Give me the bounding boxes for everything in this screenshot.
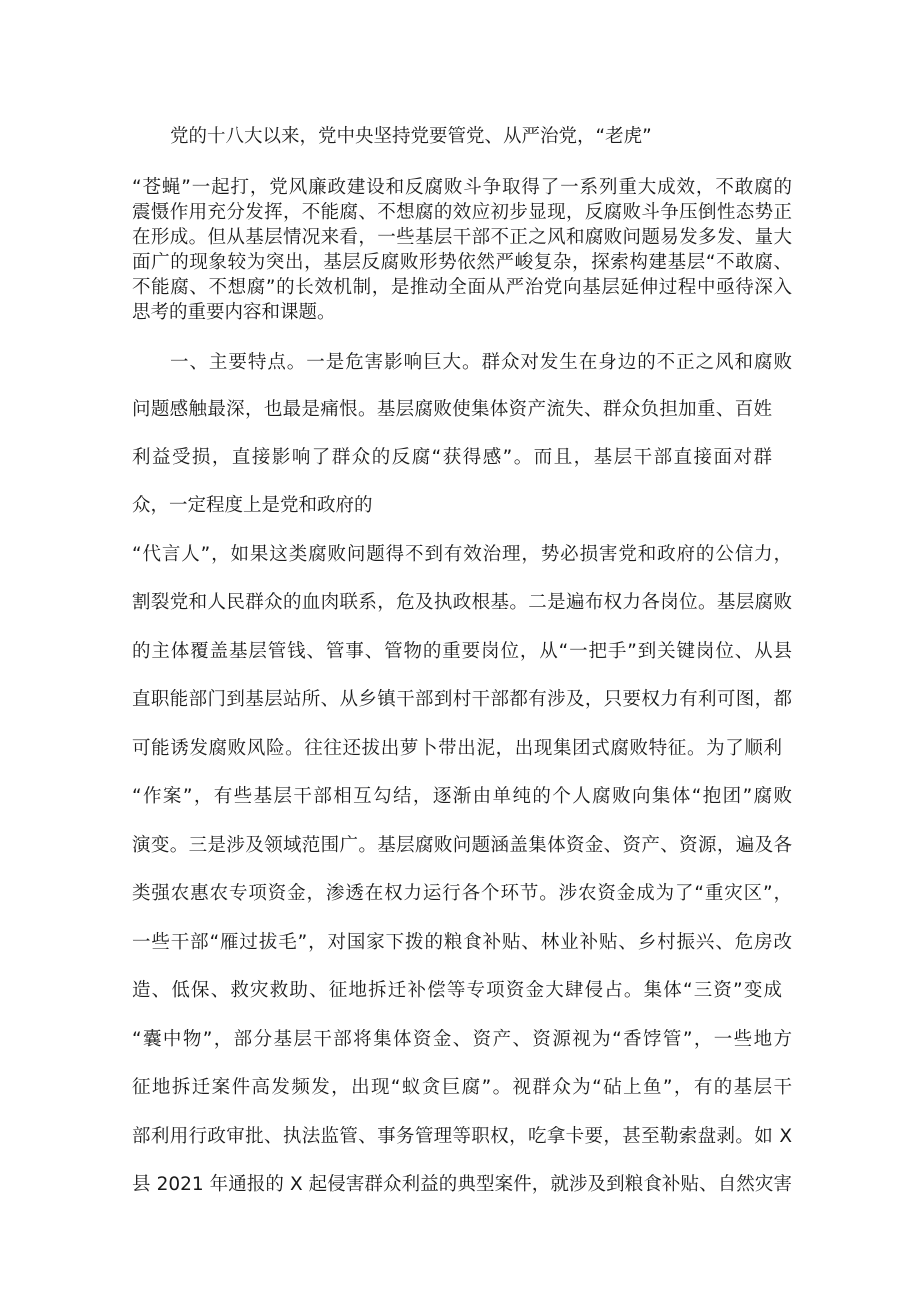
paragraph-4-line: 类强农惠农专项资金，渗透在权力运行各个环节。涉农资金成为了“重灾区”， xyxy=(132,883,792,904)
paragraph-4-line: 造、低保、救灾救助、征地拆迁补偿等专项资金大肆侵占。集体“三资”变成 xyxy=(132,980,782,1001)
paragraph-4-line: 可能诱发腐败风险。往往还拔出萝卜带出泥，出现集团式腐败特征。为了顺利 xyxy=(132,738,782,759)
paragraph-4-line: 一些干部“雁过拔毛”，对国家下拨的粮食补贴、林业补贴、乡村振兴、危房改 xyxy=(132,932,792,953)
paragraph-2-line: 面广的现象较为突出，基层反腐败形势依然严峻复杂，探索构建基层“不敢腐、 xyxy=(132,252,792,273)
paragraph-4-line: 部利用行政审批、执法监管、事务管理等职权，吃拿卡要，甚至勒索盘剥。如 X xyxy=(132,1126,792,1147)
paragraph-4-line: “囊中物”，部分基层干部将集体资金、资产、资源视为“香饽管”，一些地方 xyxy=(132,1029,792,1050)
paragraph-3-line: 利益受损，直接影响了群众的反腐“获得感”。而且，基层干部直接面对群 xyxy=(132,447,772,468)
paragraph-4-line: 演变。三是涉及领域范围广。基层腐败问题涵盖集体资金、资产、资源，遍及各 xyxy=(132,835,792,856)
paragraph-1-line: 党的十八大以来，党中央坚持党要管党、从严治党，“老虎” xyxy=(170,126,652,147)
paragraph-4-line: “作案”，有些基层干部相互勾结，逐渐由单纯的个人腐败向集体“抱团”腐败 xyxy=(132,786,792,807)
paragraph-2-line: 震慑作用充分发挥，不能腐、不想腐的效应初步显现，反腐败斗争压倒性态势正 xyxy=(132,202,792,223)
paragraph-3-line: 众，一定程度上是党和政府的 xyxy=(132,495,373,516)
paragraph-4-line: 的主体覆盖基层管钱、管事、管物的重要岗位，从“一把手”到关键岗位、从县 xyxy=(132,641,792,662)
paragraph-4-line: 割裂党和人民群众的血肉联系，危及执政根基。二是遍布权力各岗位。基层腐败 xyxy=(132,592,792,613)
paragraph-4-line: 征地拆迁案件高发频发，出现“蚁贪巨腐”。视群众为“砧上鱼”，有的基层干 xyxy=(132,1077,792,1098)
paragraph-3-line: 一、主要特点。一是危害影响巨大。群众对发生在身边的不正之风和腐败 xyxy=(170,352,792,373)
paragraph-2-line: “苍蝇”一起打，党风廉政建设和反腐败斗争取得了一系列重大成效，不敢腐的 xyxy=(132,177,792,198)
paragraph-2-line: 思考的重要内容和课题。 xyxy=(132,302,336,323)
paragraph-2-line: 在形成。但从基层情况来看，一些基层干部不正之风和腐败问题易发多发、量大 xyxy=(132,227,792,248)
paragraph-4-line: 县 2021 年通报的 X 起侵害群众利益的典型案件，就涉及到粮食补贴、自然灾害 xyxy=(132,1174,792,1195)
paragraph-4-line: “代言人”，如果这类腐败问题得不到有效治理，势必损害党和政府的公信力， xyxy=(132,544,792,565)
paragraph-4-line: 直职能部门到基层站所、从乡镇干部到村干部都有涉及，只要权力有利可图，都 xyxy=(132,689,792,710)
paragraph-3-line: 问题感触最深，也最是痛恨。基层腐败使集体资产流失、群众负担加重、百姓 xyxy=(132,399,772,420)
paragraph-2-line: 不能腐、不想腐”的长效机制，是推动全面从严治党向基层延伸过程中亟待深入 xyxy=(132,277,792,298)
